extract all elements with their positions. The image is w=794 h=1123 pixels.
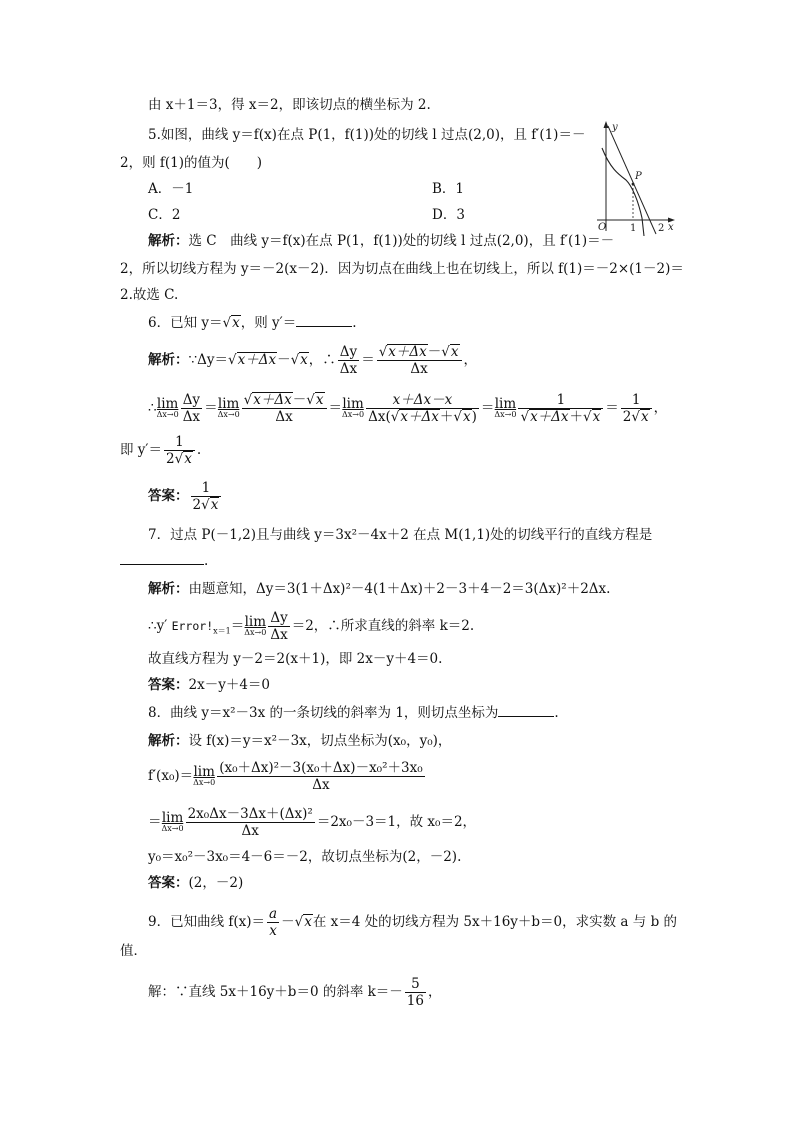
text: ∴	[148, 400, 157, 416]
limit-sub: Δx→0	[342, 410, 365, 419]
tangent-line-figure	[594, 118, 678, 238]
answer-blank	[296, 314, 352, 327]
denominator: Δx	[182, 409, 201, 425]
solution-label: 解析：	[148, 581, 189, 597]
solution-5-line-3: 2.故选 C.	[120, 287, 179, 303]
fraction	[217, 760, 424, 793]
text: Δx	[368, 409, 386, 425]
answer-label: 答案：	[148, 677, 189, 693]
solution-9-line-1	[148, 974, 441, 1010]
fraction	[405, 976, 426, 1009]
text: 解：∵直线 5x＋16y＋b＝0 的斜率 k＝－	[148, 984, 403, 1000]
limit	[244, 616, 266, 637]
fraction	[267, 906, 279, 939]
sqrt-x: √x	[222, 315, 240, 331]
limit-word: lim	[244, 614, 266, 630]
text: ∴y′	[148, 618, 168, 634]
answer-text: (2，－2)	[188, 875, 244, 891]
radicand: x＋Δx	[400, 409, 439, 425]
solution-8-line-3	[148, 804, 476, 840]
text: ＝	[480, 400, 495, 416]
question-9-line-1: 9．已知曲线 f(x)＝ $\frac{a}{x}$ －√x在 x＝4 处的切线方程为 5x＋16y＋b＝0，求实数 a 与 b 的	[148, 906, 677, 939]
numerator: 1	[164, 434, 195, 451]
limit-sub: Δx→0	[161, 824, 184, 833]
fraction: $\frac{1}{2√x}$	[621, 392, 652, 425]
text: ＝2，∴所求直线的斜率 k＝2.	[291, 618, 475, 634]
text: －	[292, 392, 307, 408]
limit	[218, 398, 240, 419]
text: ＝2x₀－3＝1，故 x₀＝2，	[316, 814, 477, 830]
numerator: Δy	[339, 344, 358, 360]
text: 8．曲线 y＝x²－3x 的一条切线的斜率为 1，则切点坐标为	[148, 705, 499, 721]
denominator: x	[269, 923, 277, 939]
denominator: Δx	[312, 777, 330, 793]
text: ，∴	[308, 352, 336, 368]
solution-6-line-1: 解析：∵Δy＝√x＋Δx－√x，∴ $\frac{\Delta y}{\Delta x}$ ＝ $\frac{√x+\Delta x-√x}{\Delta x}$ ，	[148, 344, 478, 377]
question-5-line-1: 5.如图，曲线 y＝f(x)在点 P(1，f(1))处的切线 l 过点(2,0)，且 f′(1)＝－	[148, 127, 586, 143]
denominator: 16	[406, 993, 424, 1009]
text: ＝	[328, 400, 342, 416]
limit-word: lim	[161, 810, 184, 826]
limit-sub: Δx→0	[244, 628, 267, 637]
option-d: D．3	[432, 207, 465, 223]
solution-5-line-1	[148, 232, 614, 250]
limit	[342, 398, 364, 419]
limit-word: lim	[342, 396, 364, 412]
denominator: Δx	[339, 361, 358, 377]
text: 2	[192, 497, 202, 513]
solution-label: 解析：	[148, 733, 189, 749]
radicand: x＋Δx	[388, 344, 427, 360]
text: ＝	[361, 352, 375, 368]
text: 在 x＝4 处的切线方程为 5x＋16y＋b＝0，求实数 a 与 b 的	[312, 914, 677, 930]
text: ，	[463, 352, 478, 368]
question-5-line-2: 2，则 f(1)的值为( )	[120, 155, 263, 171]
denominator: Δx	[270, 627, 288, 643]
text: 设 f(x)＝y＝x²－3x，切点坐标为(x₀，y₀)，	[188, 733, 452, 749]
text: －	[281, 914, 295, 930]
radicand: x	[232, 315, 240, 331]
limit-word: lim	[494, 396, 517, 412]
answer-label: 答案：	[148, 875, 189, 891]
radicand: x	[300, 352, 308, 368]
subscript: x＝1	[213, 626, 231, 636]
solution-7-line-3: 故直线方程为 y－2＝2(x＋1)，即 2x－y＋4＝0.	[148, 651, 443, 667]
solution-6-line-3	[120, 432, 201, 468]
figure-axis-x-label: x	[668, 222, 674, 233]
denominator: Δx	[410, 361, 428, 377]
text: －	[427, 344, 442, 360]
option-b: B．1	[432, 181, 465, 197]
radicand: x	[210, 497, 219, 513]
answer-label: 答案：	[148, 488, 189, 504]
question-8	[148, 704, 559, 722]
numerator: x＋Δx－x	[366, 392, 479, 409]
question-6-end: .	[352, 315, 357, 331]
option-c: C．2	[148, 207, 181, 223]
limit	[162, 812, 184, 833]
numerator: 2x₀Δx－3Δx＋(Δx)²	[187, 806, 313, 822]
text: ＝	[204, 400, 218, 416]
text: .	[204, 553, 209, 569]
fraction-difference: $\frac{√x+\Delta x-√x}{\Delta x}$	[377, 344, 462, 377]
question-7-line-1: 7．过点 P(－1,2)且与曲线 y＝3x²－4x＋2 在点 M(1,1)处的切线平行的直线方程是	[148, 527, 653, 543]
radicand: x	[462, 409, 471, 425]
numerator: Δy	[182, 392, 201, 408]
solution-8-line-1	[148, 732, 451, 750]
numerator: Δy	[270, 610, 288, 626]
numerator: 1	[621, 392, 652, 409]
text: 即 y′＝	[120, 442, 162, 458]
text: －	[277, 352, 291, 368]
fraction-dy-dx	[338, 344, 359, 377]
fraction: $\frac{1}{2√x}$	[164, 434, 195, 467]
text: 2	[622, 409, 632, 425]
solution-8-line-2	[148, 758, 427, 794]
question-6-text-post: ，则 y′＝	[240, 315, 297, 331]
fraction	[186, 806, 315, 839]
question-6	[148, 314, 357, 332]
radicand: x	[640, 409, 649, 425]
text: ＝	[605, 400, 619, 416]
fraction	[181, 392, 202, 425]
solution-7-line-1	[148, 580, 610, 598]
radicand: x	[592, 409, 601, 425]
fraction	[268, 610, 289, 643]
limit-sub: Δx→0	[494, 410, 517, 419]
answer-6	[148, 478, 223, 514]
numerator: a	[269, 906, 278, 922]
limit	[157, 398, 179, 419]
fraction: $\frac{1}{√x+\Delta x+√x}$	[518, 392, 603, 425]
limit	[193, 766, 215, 787]
radicand: x＋Δx	[530, 409, 569, 425]
radicand: x＋Δx	[253, 392, 292, 408]
question-7-line-2	[120, 552, 208, 570]
answer-8	[148, 874, 243, 892]
figure-tick-1: 1	[630, 223, 637, 234]
text: ，	[653, 400, 668, 416]
answer-text: 2x－y＋4＝0	[188, 677, 271, 693]
line-conclusion: 由 x＋1＝3，得 x＝2，即该切点的横坐标为 2.	[148, 97, 431, 113]
denominator: Δx	[241, 823, 259, 839]
figure-tick-2: 2	[658, 223, 665, 234]
radicand: x＋Δx	[237, 352, 277, 368]
figure-origin-label: O	[598, 222, 607, 233]
radicand: x	[450, 344, 459, 360]
solution-5-line-2: 2，所以切线方程为 y＝－2(x－2)．因为切点在曲线上也在切线上，所以 f(1)＝－2×(1－2)＝	[120, 261, 684, 277]
text: 由题意知，Δy＝3(1＋Δx)²－4(1＋Δx)＋2－3＋4－2＝3(Δx)²＋2Δx.	[188, 581, 611, 597]
error-marker: Error!	[171, 619, 214, 633]
numerator: 5	[405, 976, 426, 993]
limit-word: lim	[217, 396, 240, 412]
denominator: Δx	[275, 409, 293, 425]
fraction: $\frac{1}{2√x}$	[191, 480, 222, 513]
question-6-text: 6．已知 y＝	[148, 315, 223, 331]
option-a: A．－1	[148, 181, 194, 197]
text: ＋	[569, 409, 584, 425]
text: ＝	[230, 618, 245, 634]
radicand: x	[304, 914, 312, 930]
solution-label: 解析：	[148, 352, 189, 368]
text: ＋	[439, 409, 454, 425]
numerator: 1	[518, 392, 603, 409]
text: 9．已知曲线 f(x)＝	[148, 914, 266, 930]
figure-axis-y-label: y	[612, 122, 618, 133]
question-9-line-2: 值．	[120, 943, 147, 959]
solution-5-text: 选 C 曲线 y＝f(x)在点 P(1，f(1))处的切线 l 过点(2,0)，且 f′(1)＝－	[188, 233, 615, 249]
solution-8-line-4: y₀＝x₀²－3x₀＝4－6＝－2，故切点坐标为(2，－2).	[148, 849, 462, 865]
limit	[494, 398, 516, 419]
text: 2	[165, 451, 175, 467]
answer-blank	[120, 552, 204, 565]
fraction: $\frac{x+\Delta x-x}{\Delta x(√x+\Delta x+√x)}$	[368, 392, 477, 425]
text: ＝	[148, 814, 162, 830]
answer-7	[148, 676, 270, 694]
limit-sub: Δx→0	[217, 410, 240, 419]
limit-sub: Δx→0	[193, 778, 216, 787]
figure-point-p: P	[635, 171, 642, 182]
text: .	[196, 442, 202, 458]
text: f′(x₀)＝	[148, 768, 194, 784]
answer-blank	[498, 704, 554, 717]
radicand: x	[184, 451, 192, 467]
solution-6-line-2	[148, 388, 667, 428]
limit-word: lim	[193, 764, 215, 780]
solution-7-line-2	[148, 608, 474, 650]
numerator: 1	[191, 480, 222, 497]
radicand: x	[315, 392, 324, 408]
numerator: (x₀＋Δx)²－3(x₀＋Δx)－x₀²＋3x₀	[219, 760, 423, 776]
limit-sub: Δx→0	[156, 410, 179, 419]
fraction: $\frac{√x+\Delta x-√x}{\Delta x}$	[242, 392, 327, 425]
solution-label: 解析：	[148, 233, 189, 249]
text: ，	[427, 984, 442, 1000]
text: ∵Δy＝	[188, 352, 228, 368]
text: .	[554, 705, 559, 721]
limit-word: lim	[156, 396, 179, 412]
